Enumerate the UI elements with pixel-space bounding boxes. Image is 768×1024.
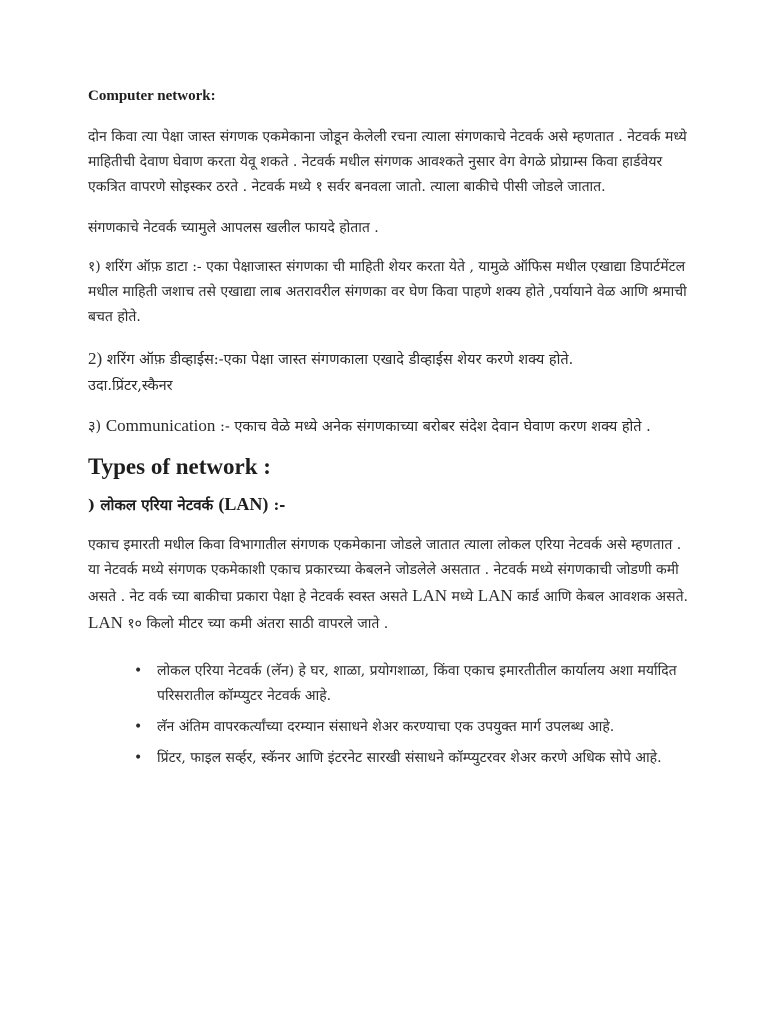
benefits-intro: संगणकाचे नेटवर्क च्यामुले आपलस खलील फायदे होतात . <box>88 220 379 236</box>
list-item <box>88 715 688 740</box>
lan-heading-suffix: :- <box>268 496 286 514</box>
lan-text-1: एकाच इमारती मधील किवा विभागातील संगणक एकमेकाना जोडले जातात त्याला लोकल एरिया नेटवर्क असे म्हणतात . या नेटवर्क मध्ये संगणक एकमेकाशी एकाच प्रकारच्या केबलने जोडलेले असतात . नेटवर्क मध्ये संगणकाची जोडणी कमी असते . नेट वर्क च्या बाकीचा प्रकारा पेक्षा हे नेटवर्क स्वस्त असते <box>88 537 682 605</box>
lan-bullet-list <box>88 659 688 771</box>
bullet-icon: • <box>134 719 143 735</box>
lan-heading-prefix: ) लोकल एरिया नेटवर्क <box>88 496 219 514</box>
lan-term-1: LAN <box>412 586 448 605</box>
list-item-text: लोकल एरिया नेटवर्क (लॅन) हे घर, शाळा, प्रयोगशाळा, किंवा एकाच इमारतीतील कार्यालय अशा मर्यादित परिसरातील कॉम्प्युटर नेटवर्क आहे. <box>157 663 677 704</box>
benefit-2-number: 2) <box>88 349 103 368</box>
list-item-text: प्रिंटर, फाइल सर्व्हर, स्कॅनर आणि इंटरनेट सारखी संसाधने कॉम्प्युटरवर शेअर करणे अधिक सोपे आहे. <box>157 750 662 766</box>
lan-text-3: कार्ड आणि केबल आवशक असते. <box>512 589 689 605</box>
benefit-2 <box>88 346 688 399</box>
intro-paragraph: दोन किवा त्या पेक्षा जास्त संगणक एकमेकाना जोडून केलेली रचना त्याला संगणकाचे नेटवर्क असे म्हणतात . नेटवर्क मध्ये माहितीची देवाण घेवाण करता येवू शकते . नेटवर्क मधील संगणक आवश्कते नुसार वेग वेगळे प्रोग्राम्स किवा हार्डवेयर एकत्रित वापरणे सोइस्कर ठरते . नेटवर्क मध्ये १ सर्वर बनवला जातो. त्याला बाकीचे पीसी जोडले जातात. <box>88 129 687 195</box>
types-heading: Types of network : <box>88 454 271 479</box>
benefit-2-text: शरिंग ऑफ़ डीव्हाईस:-एका पेक्षा जास्त संगणकाला एखादे डीव्हाईस शेयर करणे शक्य होते. <box>102 352 574 368</box>
lan-text-4: १० किलो मीटर च्या कमी अंतरा साठी वापरले जाते . <box>122 616 389 632</box>
benefit-3 <box>88 413 688 440</box>
lan-text-2: मध्ये <box>447 589 478 605</box>
benefit-1: १) शरिंग ऑफ़ डाटा :- एका पेक्षाजास्त संगणका ची माहिती शेयर करता येते , यामुळे ऑफिस मधील एखाद्या डिपार्टमेंटल मधील माहिती जशाच तसे एखाद्या लाब अतरावरील संगणका वर घेण किवा पाहणे शक्य होते ,पर्यायाने वेळ आणि श्रमाची बचत होते. <box>88 259 687 325</box>
benefit-3-text: :- एकाच वेळे मध्ये अनेक संगणकाच्या बरोबर संदेश देवान घेवाण करण शक्य होते . <box>215 419 651 435</box>
document-page <box>88 88 688 777</box>
lan-heading <box>88 494 688 515</box>
list-item <box>88 746 688 771</box>
benefit-2-example: उदा.प्रिंटर,स्कैनर <box>88 378 173 394</box>
list-item-text: लॅन अंतिम वापरकर्त्यांच्या दरम्यान संसाधने शेअर करण्याचा एक उपयुक्त मार्ग उपलब्ध आहे. <box>157 719 615 735</box>
bullet-icon: • <box>134 750 143 766</box>
benefit-3-number: ३) <box>88 419 106 435</box>
bullet-icon: • <box>134 663 143 679</box>
lan-heading-term: (LAN) <box>218 494 269 514</box>
lan-paragraph <box>88 533 688 637</box>
lan-term-3: LAN <box>88 613 123 632</box>
lan-term-2: LAN <box>477 586 513 605</box>
section-heading: Computer network: <box>88 88 216 104</box>
benefit-3-term: Communication <box>105 416 216 435</box>
list-item <box>88 659 688 709</box>
